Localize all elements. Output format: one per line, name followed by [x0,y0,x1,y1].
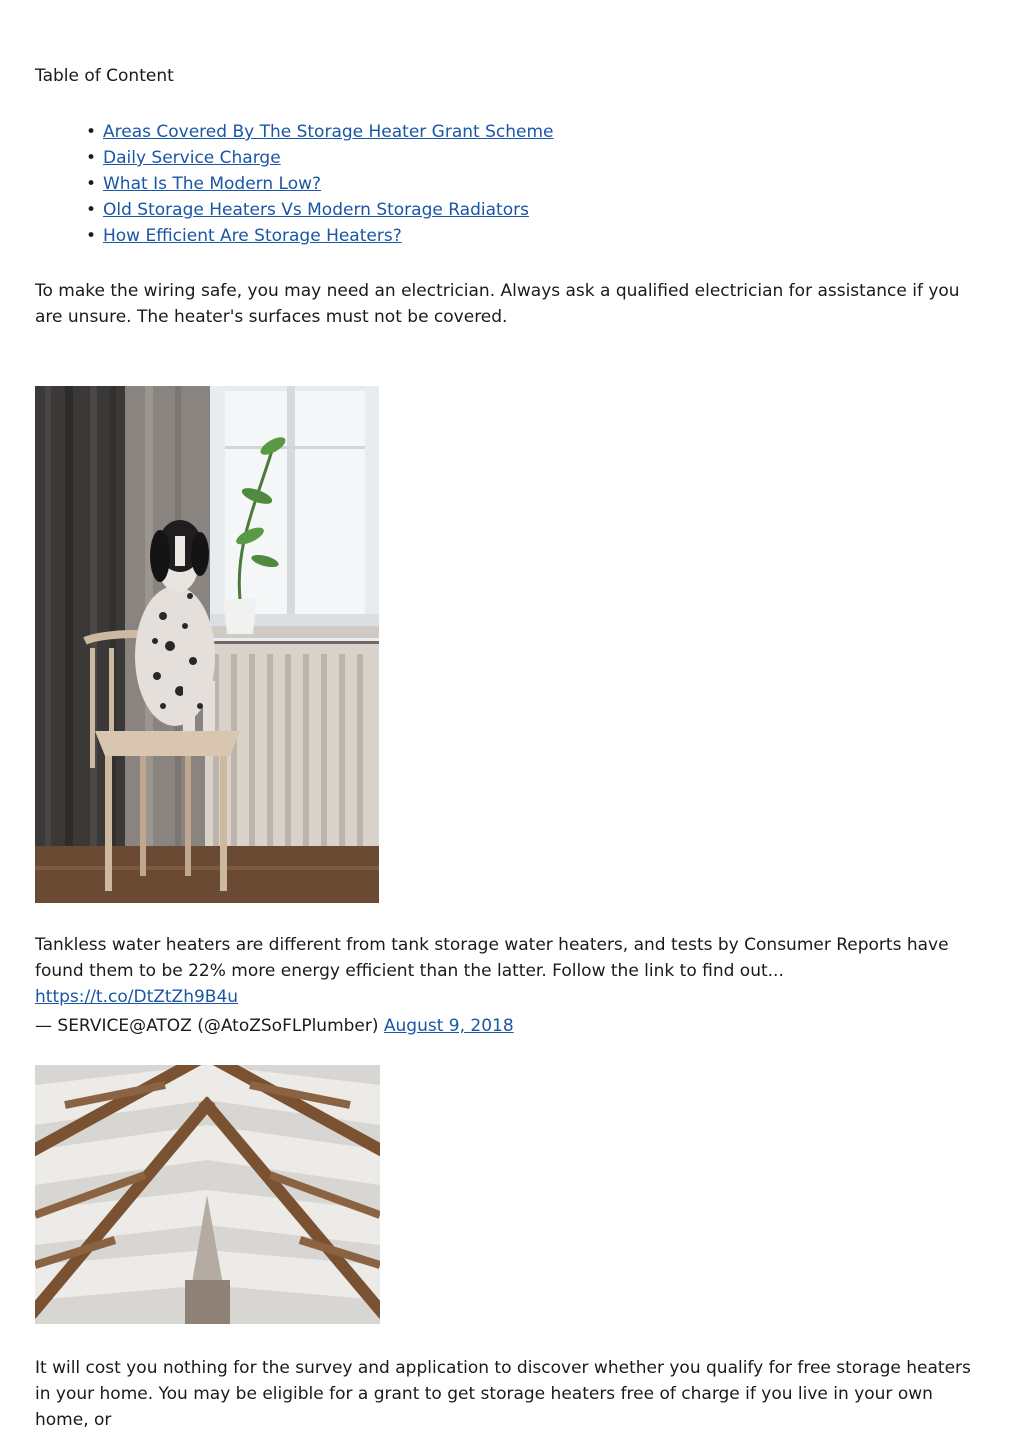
attic-insulation-image [35,1065,380,1324]
toc-link-how-efficient[interactable]: How Efficient Are Storage Heaters? [103,226,402,246]
toc-item [103,145,554,171]
toc-item [103,171,554,197]
toc-link-areas-covered[interactable]: Areas Covered By The Storage Heater Grant Scheme [103,122,554,142]
toc-link-daily-service-charge[interactable]: Daily Service Charge [103,148,281,168]
dog-radiator-image [35,386,379,903]
toc-item [103,119,554,145]
toc-item [103,197,554,223]
tweet-attribution [35,1013,980,1039]
toc-title: Table of Content [35,66,174,86]
toc-list [35,119,554,249]
paragraph-tweet [35,932,980,1010]
paragraph-survey: It will cost you nothing for the survey and application to discover whether you qualify for free storage heaters in your home. You may be eligible for a grant to get storage heaters free of charge if you live in your own home, or [35,1358,971,1430]
toc-link-old-vs-modern[interactable]: Old Storage Heaters Vs Modern Storage Radiators [103,200,529,220]
tweet-author: — SERVICE@ATOZ (@AtoZSoFLPlumber) [35,1016,384,1036]
tweet-text: Tankless water heaters are different from tank storage water heaters, and tests by Consumer Reports have found them to be 22% more energy efficient than the latter. Follow the link to find out... [35,935,949,981]
toc-link-modern-low[interactable]: What Is The Modern Low? [103,174,322,194]
tweet-date-link[interactable]: August 9, 2018 [383,1016,514,1036]
toc-item [103,223,554,249]
tweet-link[interactable]: https://t.co/DtZtZh9B4u [35,987,239,1007]
paragraph-electrician: To make the wiring safe, you may need an electrician. Always ask a qualified electrician for assistance if you are unsure. The heater's surfaces must not be covered. [35,281,960,327]
